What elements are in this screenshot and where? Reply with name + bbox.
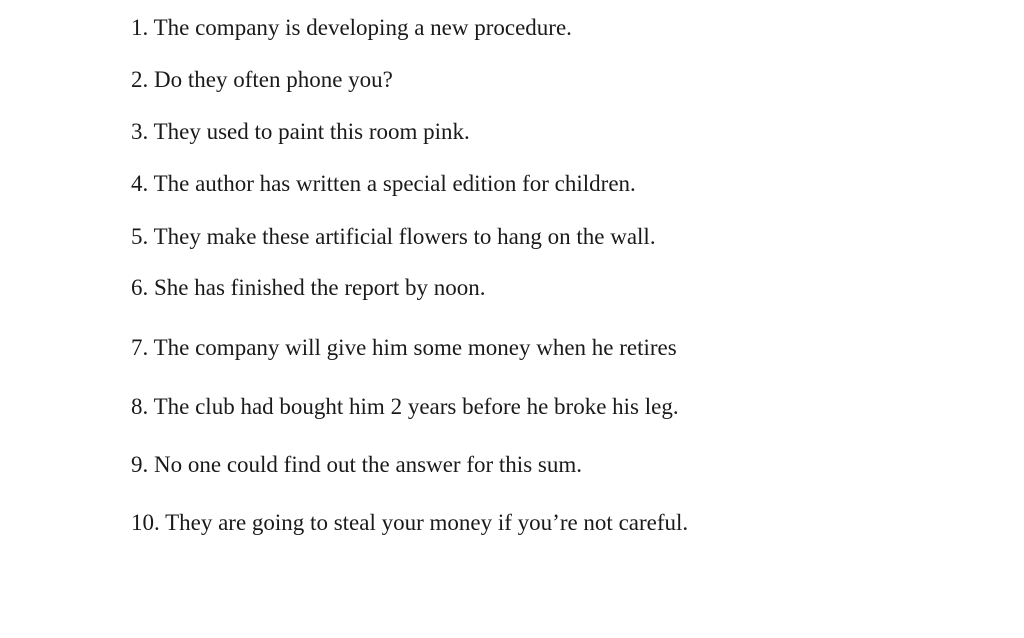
sentence-item-9: 9. No one could find out the answer for this sum.	[131, 452, 582, 477]
sentence-item-6: 6. She has finished the report by noon.	[131, 275, 486, 300]
sentence-item-3: 3. They used to paint this room pink.	[131, 119, 470, 144]
sentence-item-8: 8. The club had bought him 2 years before he broke his leg.	[131, 394, 679, 419]
sentence-item-7: 7. The company will give him some money when he retires	[131, 335, 677, 360]
sentence-item-2: 2. Do they often phone you?	[131, 67, 393, 92]
sentence-item-1: 1. The company is developing a new procedure.	[131, 15, 572, 40]
sentence-item-10: 10. They are going to steal your money if you’re not careful.	[131, 510, 689, 535]
sentence-item-4: 4. The author has written a special edition for children.	[131, 171, 636, 196]
sentence-item-5: 5. They make these artificial flowers to hang on the wall.	[131, 224, 656, 249]
